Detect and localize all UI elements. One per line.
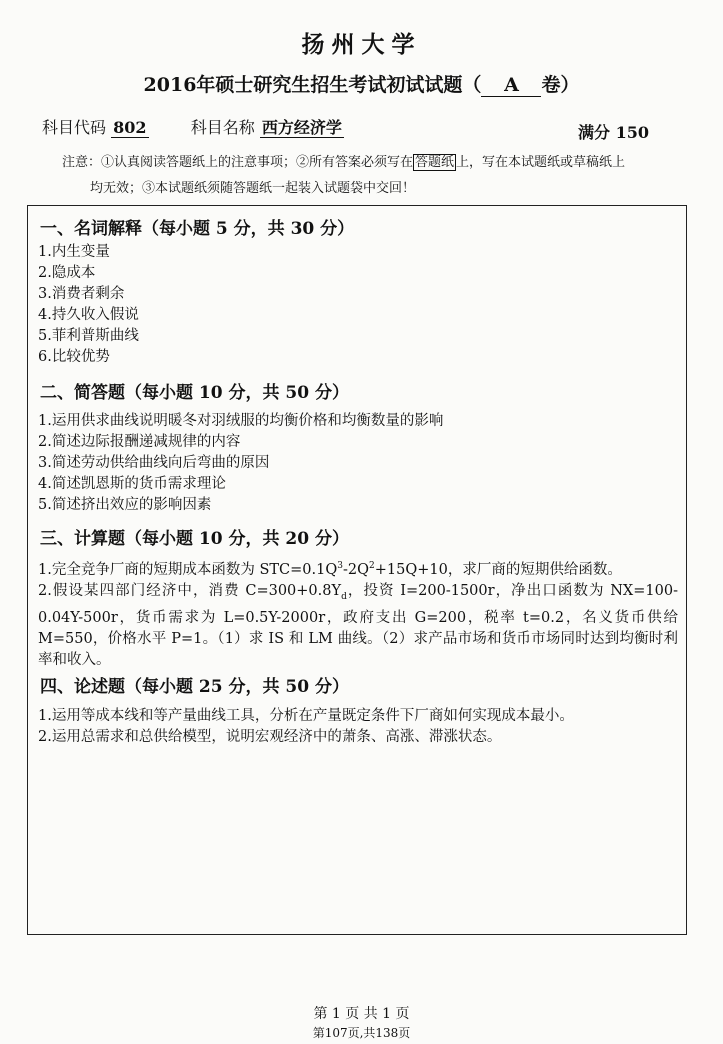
notice	[62, 150, 712, 202]
subject-code-value: 802	[113, 118, 147, 137]
calc-q2-text-b: ，投资 I=200-1500r，净出口函数为 NX=100-0.04Y-500r，货币需求为 L=0.5Y-2000r，政府支出 G=200，税率 t=0.2，名义货币供给 M=550，价格水平 P=1。（1）求 IS 和 LM 曲线。（2）求产品市场和货币市场同时达到均衡时利率和收入。	[38, 582, 678, 668]
list-item: 4.简述凯恩斯的货币需求理论	[38, 476, 226, 492]
notice-label: 注意：	[62, 155, 102, 170]
section-title-4: 四、论述题（每小题 25 分，共 50 分）	[40, 677, 349, 697]
exam-title-prefix: 2016年硕士研究生招生考试初试试题（	[143, 74, 482, 96]
list-item: 5.菲利普斯曲线	[38, 328, 139, 344]
section-2-questions	[38, 411, 678, 516]
section-title-1: 一、名词解释（每小题 5 分，共 30 分）	[40, 219, 355, 239]
document-page-count: 第107页,共138页	[312, 1026, 411, 1040]
notice-line-1	[62, 150, 712, 176]
list-item: 4.持久收入假说	[38, 307, 139, 323]
list-item: 5.简述挤出效应的影响因素	[38, 497, 212, 513]
subject-name-label: 科目名称	[190, 118, 255, 137]
section-3-questions	[38, 556, 678, 671]
list-item: 3.简述劳动供给曲线向后弯曲的原因	[38, 455, 270, 471]
exam-title	[0, 70, 723, 97]
calc-q1-text-b: -2Q	[342, 561, 369, 578]
question-frame	[27, 205, 687, 935]
section-title-2: 二、简答题（每小题 10 分，共 50 分）	[40, 383, 349, 403]
list-item: 6.比较优势	[38, 349, 110, 365]
notice-text-a: ①认真阅读答题纸上的注意事项；②所有答案必须写在	[101, 155, 414, 170]
section-title-3: 三、计算题（每小题 10 分，共 20 分）	[40, 529, 349, 549]
paper-label: A	[481, 74, 541, 97]
list-item	[38, 581, 678, 671]
notice-text-b: 上，写在本试题纸或草稿纸上	[456, 155, 626, 170]
list-item: 2.运用总需求和总供给模型，说明宏观经济中的萧条、高涨、滞涨状态。	[38, 729, 502, 745]
page-number: 第 1 页 共 1 页	[313, 1006, 410, 1022]
list-item: 1.内生变量	[38, 244, 110, 260]
section-1-questions	[38, 242, 678, 368]
calc-q2-text-a: 2.假设某四部门经济中，消费 C=300+0.8Y	[38, 582, 342, 599]
calc-q1-text-a: 1.完全竞争厂商的短期成本函数为 STC=0.1Q	[38, 561, 338, 578]
list-item: 2.隐成本	[38, 265, 96, 281]
list-item	[38, 556, 678, 581]
section-4-questions	[38, 706, 678, 748]
calc-q1-sup-1: 3	[337, 561, 343, 571]
list-item: 1.运用等成本线和等产量曲线工具，分析在产量既定条件下厂商如何实现成本最小。	[38, 708, 574, 724]
list-item: 1.运用供求曲线说明暖冬对羽绒服的均衡价格和均衡数量的影响	[38, 413, 444, 429]
calc-q1-sup-2: 2	[369, 561, 375, 571]
list-item: 3.消费者剩余	[38, 286, 125, 302]
calc-q1-text-c: +15Q+10，求厂商的短期供给函数。	[374, 561, 622, 578]
subject-name-value: 西方经济学	[261, 118, 342, 137]
exam-title-suffix: 卷）	[541, 74, 580, 96]
notice-answer-sheet-box: 答题纸	[415, 155, 455, 170]
full-score: 满分 150	[578, 123, 649, 142]
notice-line-2: 均无效；③本试题纸须随答题纸一起装入试题袋中交回！	[90, 181, 416, 196]
subject-code-label: 科目代码	[42, 118, 107, 137]
university-name: 扬州大学	[301, 31, 422, 58]
subject-meta	[42, 115, 344, 138]
list-item: 2.简述边际报酬递减规律的内容	[38, 434, 241, 450]
calc-q2-sub: d	[341, 591, 347, 602]
